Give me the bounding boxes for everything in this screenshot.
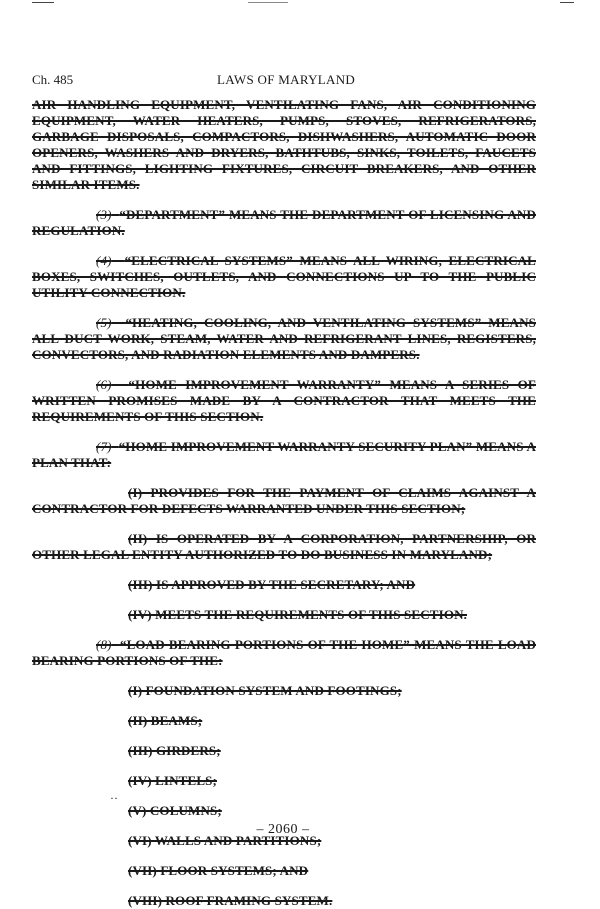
paragraph-4-number: (4) [96, 253, 112, 268]
margin-mark: ·· [110, 791, 118, 805]
page-title: LAWS OF MARYLAND [217, 72, 356, 87]
paragraph-8-item-viii: (VIII) ROOF FRAMING SYSTEM. [128, 893, 333, 908]
paragraph-8-item-vi: (VI) WALLS AND PARTITIONS; [128, 833, 322, 848]
page-number: – 2060 – [256, 822, 310, 837]
paragraph-8-item-v: (V) COLUMNS; [128, 803, 222, 818]
paragraph-5-number: (5) [96, 315, 112, 330]
paragraph-7-text: “HOME IMPROVEMENT WARRANTY SECURITY PLAN” MEANS A PLAN THAT: [32, 439, 536, 470]
top-rule-right [560, 2, 574, 3]
paragraph-8-item-iii: (III) GIRDERS; [128, 743, 221, 758]
paragraph-4 [32, 253, 536, 301]
paragraph-3-text: “DEPARTMENT” MEANS THE DEPARTMENT OF LICENSING AND REGULATION. [32, 207, 536, 238]
chapter-label: Ch. 485 [32, 72, 74, 87]
paragraph-6-number: (6) [96, 377, 112, 392]
paragraph-7-number: (7) [96, 439, 112, 454]
paragraph-8-text: “LOAD BEARING PORTIONS OF THE HOME” MEANS THE LOAD BEARING PORTIONS OF THE: [32, 637, 536, 668]
page-header [32, 72, 532, 90]
paragraph-7 [32, 439, 536, 471]
paragraph-6-text: “HOME IMPROVEMENT WARRANTY” MEANS A SERIES OF WRITTEN PROMISES MADE BY A CONTRACTOR THAT MEETS THE REQUIREMENTS OF THIS SECTION. [32, 377, 536, 424]
paragraph-8-item-vii: (VII) FLOOR SYSTEMS; AND [128, 863, 309, 878]
top-rule-middle [248, 2, 288, 3]
paragraph-3-number: (3) [96, 207, 112, 222]
paragraph-5-text: “HEATING, COOLING, AND VENTILATING SYSTEMS” MEANS ALL DUCT WORK, STEAM, WATER AND REFRIGERANT LINES, REGISTERS, CONVECTORS, AND RADIATION ELEMENTS AND DAMPERS. [32, 315, 536, 362]
paragraph-8-item-ii: (II) BEAMS; [128, 713, 203, 728]
paragraph-6 [32, 377, 536, 425]
paragraph-5 [32, 315, 536, 363]
paragraph-8-number: (8) [96, 637, 112, 652]
paragraph-intro: AIR HANDLING EQUIPMENT, VENTILATING FANS, AIR CONDITIONING EQUIPMENT, WATER HEATERS, PUMPS, STOVES, REFRIGERATORS, GARBAGE DISPOSALS, COMPACTORS, DISHWASHERS, AUTOMATIC DOOR OPENERS, WASHERS AND DRYERS, BATHTUBS, SINKS, TOILETS, FAUCETS AND FITTINGS, LIGHTING FIXTURES, CIRCUIT BREAKERS, AND OTHER SIMILAR ITEMS. [32, 97, 536, 192]
paragraph-8 [32, 637, 536, 669]
document-body [32, 97, 536, 909]
paragraph-7-item-ii: (II) IS OPERATED BY A CORPORATION, PARTNERSHIP, OR OTHER LEGAL ENTITY AUTHORIZED TO DO BUSINESS IN MARYLAND; [32, 531, 536, 562]
paragraph-7-item-iii: (III) IS APPROVED BY THE SECRETARY; AND [128, 577, 416, 592]
paragraph-8-item-i: (I) FOUNDATION SYSTEM AND FOOTINGS; [128, 683, 402, 698]
paragraph-7-item-i: (I) PROVIDES FOR THE PAYMENT OF CLAIMS AGAINST A CONTRACTOR FOR DEFECTS WARRANTED UNDER THIS SECTION; [32, 485, 536, 516]
top-rule-left [32, 2, 54, 3]
paragraph-7-item-iv: (IV) MEETS THE REQUIREMENTS OF THIS SECTION. [128, 607, 468, 622]
paragraph-3 [32, 207, 536, 239]
paragraph-4-text: “ELECTRICAL SYSTEMS” MEANS ALL WIRING, ELECTRICAL BOXES, SWITCHES, OUTLETS, AND CONNECTIONS UP TO THE PUBLIC UTILITY CONNECTION. [32, 253, 536, 300]
paragraph-8-item-iv: (IV) LINTELS; [128, 773, 217, 788]
